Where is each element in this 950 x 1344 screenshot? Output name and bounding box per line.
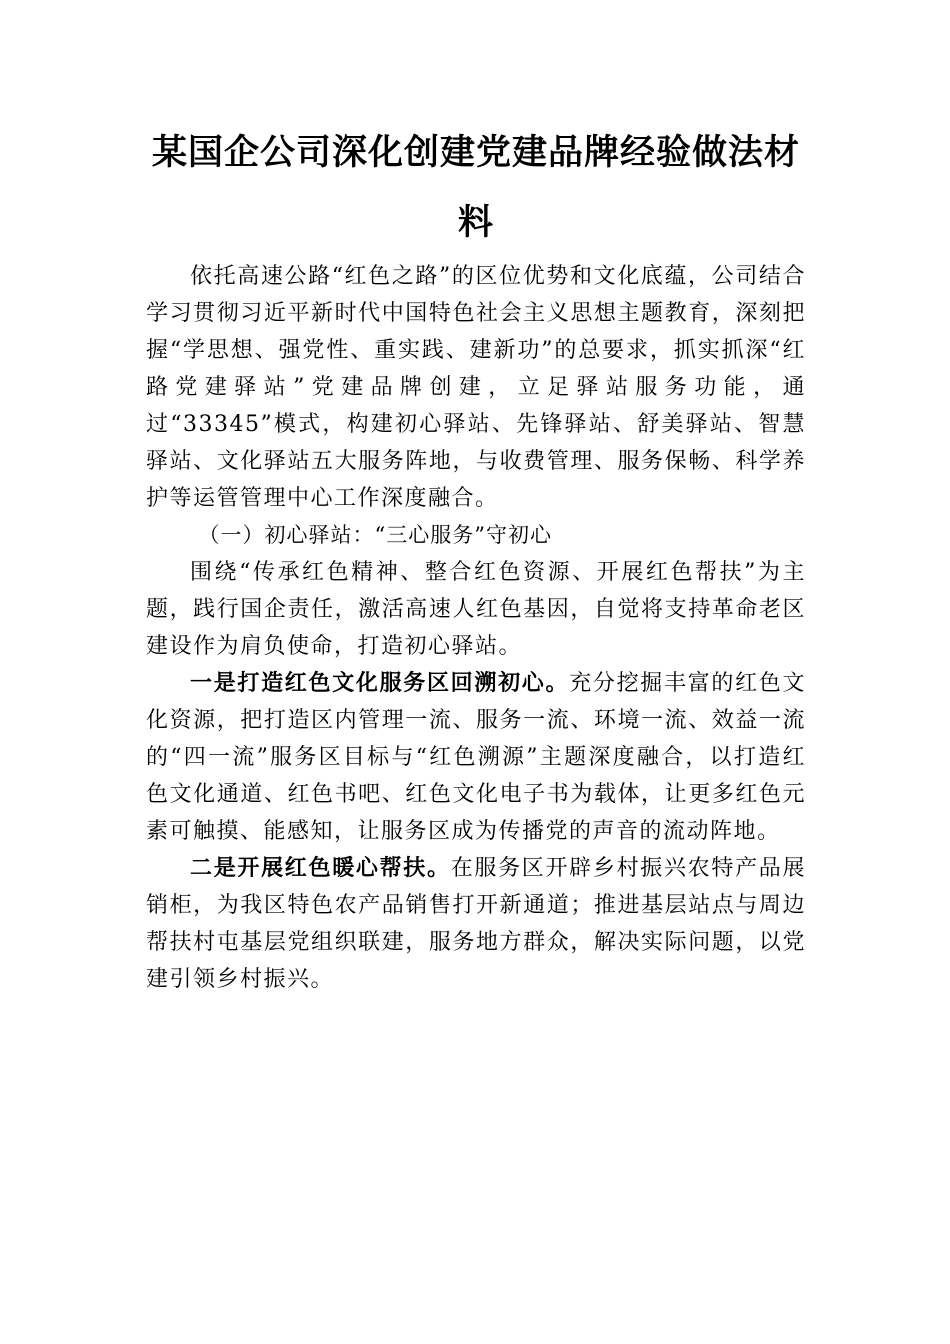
point-two-lead: 二是开展红色暖心帮扶。 bbox=[190, 855, 451, 881]
point-one-lead: 一是打造红色文化服务区回溯初心。 bbox=[190, 670, 570, 696]
section-heading-chuxin: （一）初心驿站：“三心服务”守初心 bbox=[198, 523, 552, 547]
document-page bbox=[146, 118, 806, 998]
point-one-paragraph bbox=[146, 665, 806, 850]
intro-paragraph: 依托高速公路“红色之路”的区位优势和文化底蕴，公司结合学习贯彻习近平新时代中国特色社会主义思想主题教育，深刻把握“学思想、强党性、重实践、建新功”的总要求，抓实抓深“红路党建驿站”党建品牌创建，立足驿站服务功能，通过“33345”模式，构建初心驿站、先锋驿站、舒美驿站、智慧驿站、文化驿站五大服务阵地，与收费管理、服务保畅、科学养护等运管管理中心工作深度融合。 bbox=[146, 264, 806, 511]
document-title: 某国企公司深化创建党建品牌经验做法材料 bbox=[151, 132, 800, 243]
point-two-paragraph bbox=[146, 850, 806, 998]
point-one-text: 充分挖掘丰富的红色文化资源，把打造区内管理一流、服务一流、环境一流、效益一流的“四一流”服务区目标与“红色溯源”主题深度融合，以打造红色文化通道、红色书吧、红色文化电子书为载体，让更多红色元素可触摸、能感知，让服务区成为传播党的声音的流动阵地。 bbox=[146, 671, 806, 844]
point-two-text: 在服务区开辟乡村振兴农特产品展销柜，为我区特色农产品销售打开新通道；推进基层站点与周边帮扶村屯基层党组织联建，服务地方群众，解决实际问题，以党建引领乡村振兴。 bbox=[146, 856, 806, 992]
section-paragraph: 围绕“传承红色精神、整合红色资源、开展红色帮扶”为主题，践行国企责任，激活高速人红色基因，自觉将支持革命老区建设作为肩负使命，打造初心驿站。 bbox=[146, 560, 806, 659]
